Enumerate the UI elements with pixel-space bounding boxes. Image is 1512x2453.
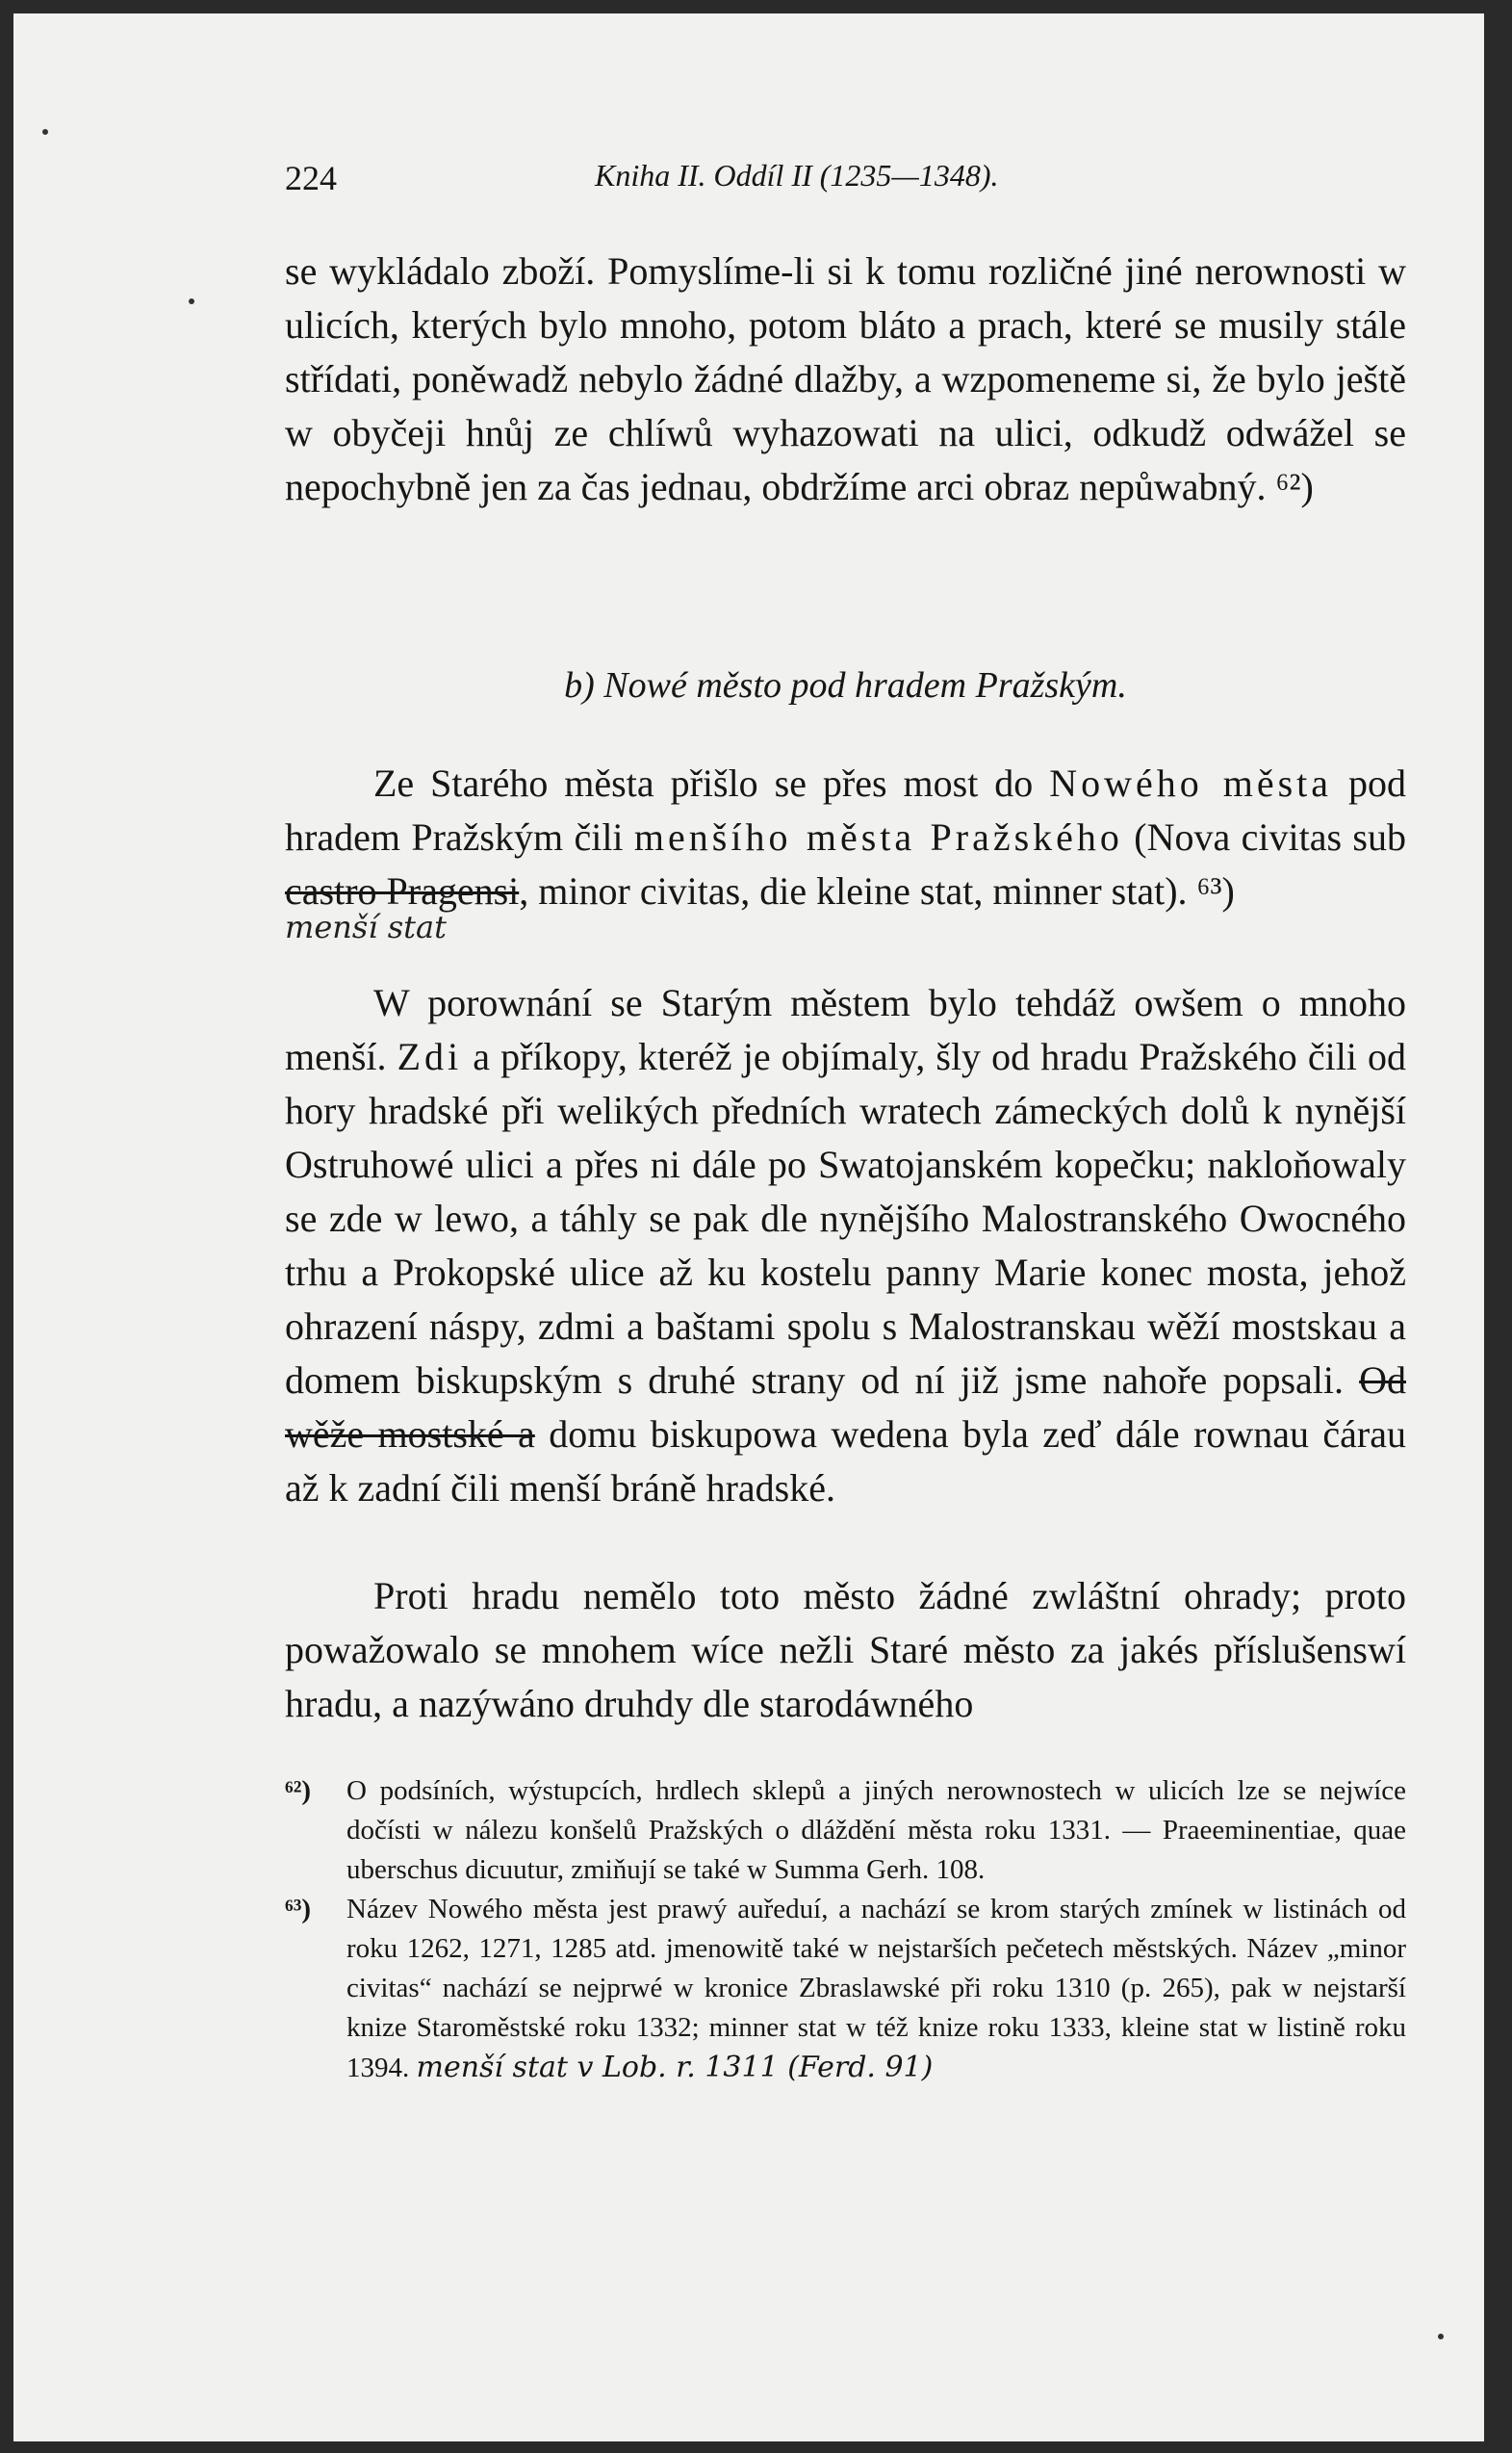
paragraph-3-text-1: W porownání se Starým městem bylo tehdáž owšem o mnoho menší. [285,981,1406,1078]
footnote-63 [285,1890,1406,2088]
footnote-text: Název Nowého města jest prawý auředuí, a nachází se krom starých zmínek w listinách od roku 1262, 1271, 1285 atd. jmenowitě také w nejstarších pečetech městských. Název „minor civitas“ nachází se nejprwé w kronice Zbraslawské při roku 1310 (p. 265), pak w nejstarší knize Staroměstské roku 1332; minner stat w též knize roku 1333, kleine stat w listině roku 1394. [346,1894,1406,2083]
footnotes [285,1771,1406,2088]
ink-speck [1438,2334,1444,2339]
paragraph-3-text-3: domu biskupowa wedena byla zeď dále rownau čárau až k zadní čili menší bráně hradské. [285,1412,1407,1510]
section-heading: b) Nowé město pod hradem Pražským. [564,665,1127,706]
paragraph-3 [285,976,1406,1515]
spaced-term-zdi: Zdi [397,1035,463,1078]
paragraph-3-text-2: a příkopy, kteréž je objímaly, šly od hradu Pražského čili od hory hradské při welikých předních wratech zámeckých dolů k nynější Ostruhowé ulici a přes ni dále po Swatojanském kopečku; nakloňowaly se zde w lewo, a táhly se pak dle nynějšího Malostranského Owocného trhu a Prokopské ulice až ku kostelu panny Marie konec mosta, jehož ohrazení náspy, zdmi a baštami spolu s Malostranskau wěží mostskau a domem biskupským s druhé strany od ní již jsme nahoře popsali. [285,1035,1406,1402]
spaced-term-nove-mesto: Nowého města [1049,762,1333,805]
paragraph-2-text-3: (Nova civitas sub [1122,815,1406,859]
paragraph-4: Proti hradu nemělo toto město žádné zwláštní ohrady; proto powažowalo se mnohem wíce nežli Staré město za jakés příslušenswí hradu, a nazýwáno druhdy dle starodáwného [285,1574,1406,1725]
page-header [285,158,1151,216]
footnote-mark: ⁶²) [285,1775,312,1806]
page-number: 224 [285,159,337,197]
struck-text-castro: castro Pragensi [285,869,520,913]
footnote-62 [285,1771,1406,1890]
spaced-term-mensi-mesto: menšího města Pražského [633,815,1123,859]
paragraph-2 [285,757,1406,918]
struck-text-od-veze: Od wěže mostské a [285,1358,1406,1456]
paragraph-2-text-1: Ze Starého města přišlo se přes most do [373,762,1050,805]
paragraph-2-text-4: , minor civitas, die kleine stat, minner stat). ⁶³) [519,869,1235,913]
running-head: Kniha II. Oddíl II (1235—1348). [595,158,999,193]
handwritten-footnote-annotation: menší stat v Lob. r. 1311 (Ferd. 91) [416,2051,934,2084]
footnote-mark: ⁶³) [285,1894,312,1924]
ink-speck [189,298,194,304]
footnote-text: O podsíních, wýstupcích, hrdlech sklepů a jiných nerownostech w ulicích lze se nejwíce dočísti w nálezu konšelů Pražských o dláždění města roku 1331. — Praeeminentiae, quae uberschus dicuutur, zmiňují se také w Summa Gerh. 108. [346,1775,1406,1885]
paragraph-1: se wykládalo zboží. Pomyslíme-li si k tomu rozličné jiné nerownosti w ulicích, kterých bylo mnoho, potom bláto a prach, které se musily stále střídati, poněwadž nebylo žádné dlažby, a wzpomeneme si, že bylo ještě w obyčeji hnůj ze chlíwů wyhazowati na ulici, odkudž odwážel se nepochybně jen za čas jednau, obdržíme arci obraz nepůwabný. ⁶²) [285,249,1406,508]
book-page [13,13,1484,2441]
handwritten-annotation: menší stat [285,909,447,945]
paragraph-2-text-2: pod hradem Pražským čili [285,762,1407,859]
ink-speck [42,129,48,135]
